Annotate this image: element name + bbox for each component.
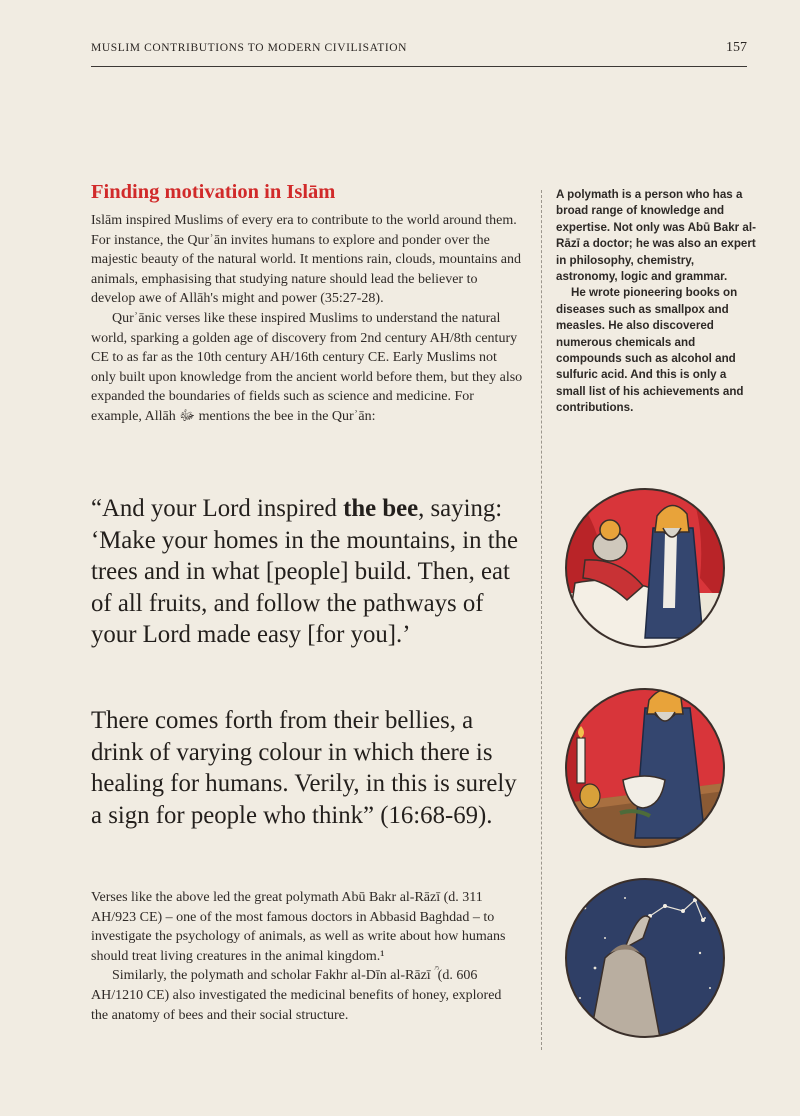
column-divider [541, 190, 542, 1050]
astronomy-illustration [565, 878, 725, 1038]
closing-text [91, 888, 511, 1025]
fakhr-paragraph: Similarly, the polymath and scholar Fakhr al-Dīn al-Rāzī ؒ (d. 606 AH/1210 CE) also investigated the medicinal benefits of honey, explored the anatomy of bees and their social structure. [91, 968, 502, 1023]
context-paragraph: Qurʾānic verses like these inspired Muslims to understand the natural world, sparking a golden age of discovery from 2nd century AH/8th century CE to as far as the 10th century AH/16th century CE. Early Muslims not only built upon knowledge from the ancient world before them, but they also expanded the boundaries of fields such as science and medicine. For example, Allāh ﷻ mentions the bee in the Qurʾān: [91, 310, 523, 424]
quran-quote-part-2: There comes forth from their bellies, a drink of varying colour in which there is healing for humans. Verily, in this is surely a sign for people who think” (16:68-69). [91, 707, 517, 829]
page-header [91, 40, 747, 67]
razi-paragraph: Verses like the above led the great polymath Abū Bakr al-Rāzī (d. 311 AH/923 CE) – one of the most famous doctors in Abbasid Baghdad – to investigate the psychology of animals, as well as write about how humans should treat living creatures in the animal kingdom.¹ [91, 890, 506, 964]
sidebar-paragraph: He wrote pioneering books on diseases such as smallpox and measles. He also discovered numerous chemicals and compounds such as alcohol and sulfuric acid. And this is only a small list of his achievements and contributions. [556, 286, 744, 415]
quote-emphasis: the bee [343, 495, 419, 522]
doctor-patient-illustration [565, 488, 725, 648]
sidebar-paragraph: A polymath is a person who has a broad range of knowledge and expertise. Not only was Abū Bakr al-Rāzī a doctor; he was also an expert in philosophy, chemistry, astronomy, logic and grammar. [556, 188, 756, 284]
medicine-mixing-illustration [565, 688, 725, 848]
quote-text: , saying: ‘Make your homes in the mountains, in the trees and in what [people] build. Then, eat of all fruits, and follow the pathways of your Lord made easy [for you].’ [91, 495, 518, 648]
main-column [91, 178, 523, 427]
section-title: Finding motivation in Islām [91, 181, 336, 203]
page-number: 157 [726, 40, 747, 55]
quran-quote-part-1 [91, 493, 531, 651]
running-title: MUSLIM CONTRIBUTIONS TO MODERN CIVILISATION [91, 42, 408, 54]
quote-text: “And your Lord inspired [91, 495, 344, 522]
sidebar-note [556, 187, 756, 417]
intro-paragraph: Islām inspired Muslims of every era to contribute to the world around them. For instance, the Qurʾān invites humans to explore and ponder over the majestic beauty of the natural world. It mentions rain, clouds, mountains and animals, emphasising that studying nature should lead the believer to develop awe of Allāh's might and power (35:27-28). [91, 213, 522, 307]
